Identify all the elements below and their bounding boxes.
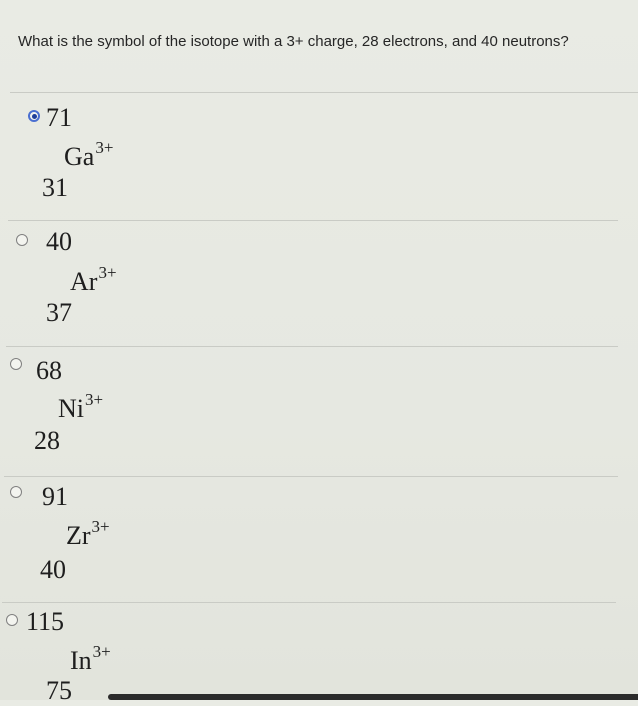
charge: 3+ (85, 390, 104, 409)
atomic-number: 31 (42, 173, 68, 202)
divider (10, 92, 638, 93)
mass-number: 68 (36, 356, 62, 385)
mass-number: 115 (26, 607, 65, 636)
atomic-number: 28 (34, 426, 60, 455)
mass-number: 40 (46, 227, 72, 256)
element-symbol (70, 642, 111, 676)
atomic-number: 75 (46, 676, 72, 705)
element-symbol (64, 138, 113, 172)
charge: 3+ (98, 263, 117, 282)
charge: 3+ (92, 642, 111, 661)
radio-button[interactable] (10, 358, 22, 370)
radio-button[interactable] (10, 486, 22, 498)
radio-button-selected[interactable] (28, 110, 40, 122)
mass-number: 71 (46, 103, 72, 132)
element-symbol (70, 263, 117, 297)
charge: 3+ (95, 138, 114, 157)
element-symbol-text: In (70, 646, 92, 675)
radio-button[interactable] (6, 614, 18, 626)
divider (2, 602, 616, 603)
radio-button[interactable] (16, 234, 28, 246)
element-symbol (66, 517, 110, 551)
mass-number: 91 (42, 482, 68, 511)
divider (6, 346, 618, 347)
element-symbol (58, 390, 103, 424)
atomic-number: 40 (40, 555, 66, 584)
horizontal-scrollbar[interactable] (108, 694, 638, 700)
divider (4, 476, 618, 477)
atomic-number: 37 (46, 298, 72, 327)
element-symbol-text: Ar (70, 267, 98, 296)
charge: 3+ (91, 517, 110, 536)
element-symbol-text: Ni (58, 394, 84, 423)
question-text: What is the symbol of the isotope with a 3+ charge, 28 electrons, and 40 neutrons? (18, 33, 569, 50)
divider (8, 220, 618, 221)
element-symbol-text: Ga (64, 142, 95, 171)
element-symbol-text: Zr (66, 521, 91, 550)
